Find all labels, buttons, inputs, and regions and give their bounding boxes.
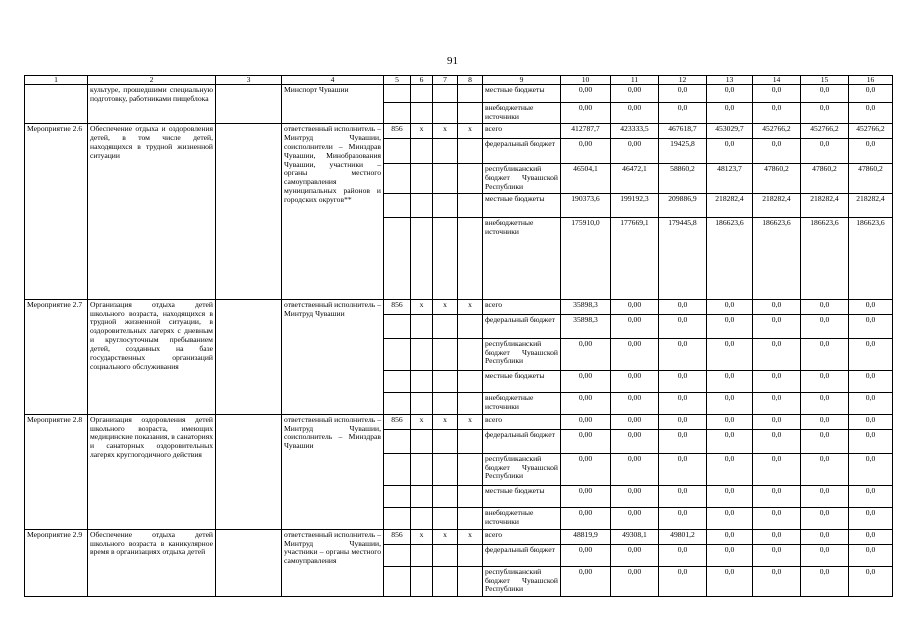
funding-source: внебюджетные источники <box>483 507 561 529</box>
funding-value: 0,00 <box>611 314 659 338</box>
funding-value: 0,0 <box>801 103 849 124</box>
measure-description: Организация оздоровления детей школьного возраста, имеющих медицинские показания, в санаториях и санаторных оздоровительных лагерях круглогодичного действия <box>88 414 216 529</box>
budget-code-cell: x <box>458 414 483 429</box>
funding-value: 0,0 <box>849 103 893 124</box>
measure-description: Организация отдыха детей школьного возраста, находящихся в трудной жизненной ситуации, в оздоровительных лагерях с дневным и круглосуточным пребыванием детей, созданных на базе государственных организаций социального обслуживания <box>88 299 216 414</box>
budget-code-cell <box>384 507 411 529</box>
funding-value: 0,00 <box>561 453 611 485</box>
funding-value: 0,00 <box>611 507 659 529</box>
budget-code-cell <box>433 139 458 164</box>
table-row <box>25 414 893 429</box>
funding-source: федеральный бюджет <box>483 139 561 164</box>
funding-value: 0,0 <box>753 566 801 596</box>
funding-value: 0,0 <box>849 139 893 164</box>
funding-value: 199192,3 <box>611 193 659 217</box>
funding-value: 0,00 <box>611 453 659 485</box>
funding-source: внебюджетные источники <box>483 392 561 414</box>
column-number-header: 11 <box>611 76 659 85</box>
budget-code-cell: x <box>433 529 458 544</box>
budget-code-cell <box>384 370 411 392</box>
budget-code-cell: x <box>411 414 433 429</box>
funding-source: федеральный бюджет <box>483 314 561 338</box>
funding-source: республиканский бюджет Чувашской Республики <box>483 566 561 596</box>
funding-value: 0,0 <box>849 314 893 338</box>
budget-code-cell <box>458 314 483 338</box>
budget-table <box>24 75 893 597</box>
funding-value: 0,0 <box>707 529 753 544</box>
funding-value: 218282,4 <box>849 193 893 217</box>
budget-code-cell: x <box>433 414 458 429</box>
budget-code-cell <box>433 164 458 194</box>
budget-code-cell <box>433 507 458 529</box>
budget-code-cell: x <box>411 124 433 139</box>
budget-code-cell <box>458 429 483 453</box>
funding-value: 0,00 <box>611 429 659 453</box>
responsible-executor: ответственный исполнитель – Минтруд Чувашии, участники – органы местного самоуправления <box>282 529 384 596</box>
column-number-header: 15 <box>801 76 849 85</box>
budget-code-cell <box>433 338 458 370</box>
budget-code-cell <box>411 429 433 453</box>
funding-value: 0,0 <box>707 507 753 529</box>
column-number-header: 3 <box>216 76 282 85</box>
budget-code-cell <box>411 566 433 596</box>
table-row <box>25 529 893 544</box>
budget-code-cell <box>433 429 458 453</box>
column-number-header: 7 <box>433 76 458 85</box>
empty-cell <box>216 414 282 529</box>
budget-code-cell: 856 <box>384 299 411 314</box>
budget-code-cell <box>384 429 411 453</box>
empty-cell <box>216 85 282 124</box>
funding-value: 0,00 <box>561 338 611 370</box>
budget-code-cell: x <box>411 529 433 544</box>
funding-value: 175910,0 <box>561 217 611 299</box>
funding-value: 452766,2 <box>801 124 849 139</box>
budget-code-cell <box>384 453 411 485</box>
budget-code-cell <box>433 392 458 414</box>
budget-code-cell <box>384 314 411 338</box>
funding-value: 58860,2 <box>659 164 707 194</box>
funding-value: 0,0 <box>753 544 801 566</box>
funding-value: 0,0 <box>707 103 753 124</box>
funding-value: 0,0 <box>801 453 849 485</box>
budget-code-cell <box>384 544 411 566</box>
budget-code-cell <box>433 566 458 596</box>
column-number-header: 13 <box>707 76 753 85</box>
budget-code-cell <box>458 544 483 566</box>
funding-value: 0,0 <box>659 85 707 103</box>
funding-value: 0,0 <box>707 370 753 392</box>
column-number-row <box>25 76 893 85</box>
column-number-header: 8 <box>458 76 483 85</box>
funding-value: 0,00 <box>561 429 611 453</box>
funding-value: 49801,2 <box>659 529 707 544</box>
budget-code-cell <box>458 85 483 103</box>
budget-code-cell <box>433 193 458 217</box>
funding-value: 0,0 <box>849 338 893 370</box>
funding-value: 0,0 <box>801 429 849 453</box>
funding-value: 453029,7 <box>707 124 753 139</box>
budget-code-cell <box>411 164 433 194</box>
budget-code-cell <box>384 338 411 370</box>
budget-code-cell <box>458 338 483 370</box>
responsible-executor: ответственный исполнитель – Минтруд Чувашии, соисполнитель – Минздрав Чувашии <box>282 414 384 529</box>
page-number: 91 <box>447 55 458 67</box>
funding-value: 0,0 <box>753 299 801 314</box>
funding-value: 0,0 <box>753 370 801 392</box>
funding-value: 35898,3 <box>561 299 611 314</box>
funding-value: 0,0 <box>659 392 707 414</box>
funding-value: 423333,5 <box>611 124 659 139</box>
funding-value: 0,0 <box>801 139 849 164</box>
funding-value: 0,0 <box>849 392 893 414</box>
funding-value: 190373,6 <box>561 193 611 217</box>
budget-code-cell <box>411 453 433 485</box>
funding-value: 35898,3 <box>561 314 611 338</box>
table-row <box>25 124 893 139</box>
budget-code-cell <box>433 544 458 566</box>
funding-value: 0,00 <box>561 507 611 529</box>
funding-value: 0,0 <box>659 370 707 392</box>
budget-code-cell <box>458 392 483 414</box>
empty-cell <box>216 299 282 414</box>
funding-value: 0,0 <box>659 485 707 507</box>
budget-code-cell <box>411 103 433 124</box>
funding-value: 0,0 <box>753 338 801 370</box>
budget-code-cell <box>433 370 458 392</box>
funding-value: 19425,8 <box>659 139 707 164</box>
funding-value: 218282,4 <box>801 193 849 217</box>
funding-value: 0,0 <box>753 103 801 124</box>
funding-value: 0,0 <box>849 485 893 507</box>
funding-value: 0,00 <box>611 566 659 596</box>
funding-value: 0,0 <box>753 507 801 529</box>
funding-value: 0,0 <box>753 85 801 103</box>
funding-value: 0,0 <box>707 392 753 414</box>
funding-source: всего <box>483 414 561 429</box>
column-number-header: 6 <box>411 76 433 85</box>
funding-value: 0,00 <box>561 485 611 507</box>
funding-value: 0,0 <box>659 299 707 314</box>
funding-value: 0,0 <box>849 566 893 596</box>
budget-code-cell <box>384 392 411 414</box>
budget-code-cell <box>411 392 433 414</box>
funding-value: 412787,7 <box>561 124 611 139</box>
funding-source: республиканский бюджет Чувашской Республики <box>483 453 561 485</box>
funding-value: 0,0 <box>753 453 801 485</box>
funding-value: 177669,1 <box>611 217 659 299</box>
funding-source: местные бюджеты <box>483 193 561 217</box>
funding-value: 0,0 <box>753 485 801 507</box>
funding-value: 0,0 <box>801 544 849 566</box>
funding-value: 0,00 <box>561 566 611 596</box>
funding-source: внебюджетные источники <box>483 217 561 299</box>
measure-number: Мероприятие 2.9 <box>25 529 88 596</box>
funding-value: 48819,9 <box>561 529 611 544</box>
funding-value: 0,00 <box>611 485 659 507</box>
funding-value: 0,0 <box>849 529 893 544</box>
table-row <box>25 85 893 103</box>
budget-code-cell <box>458 485 483 507</box>
responsible-executor: Минспорт Чувашии <box>282 85 384 124</box>
funding-value: 0,0 <box>659 566 707 596</box>
budget-code-cell <box>411 193 433 217</box>
funding-source: всего <box>483 299 561 314</box>
funding-value: 0,00 <box>611 139 659 164</box>
funding-value: 0,0 <box>753 529 801 544</box>
funding-value: 0,0 <box>707 453 753 485</box>
budget-code-cell <box>384 485 411 507</box>
funding-value: 0,00 <box>611 370 659 392</box>
funding-source: местные бюджеты <box>483 485 561 507</box>
budget-code-cell <box>433 85 458 103</box>
column-number-header: 10 <box>561 76 611 85</box>
funding-value: 0,0 <box>801 299 849 314</box>
empty-cell <box>216 529 282 596</box>
budget-code-cell <box>411 338 433 370</box>
measure-number: Мероприятие 2.7 <box>25 299 88 414</box>
budget-code-cell <box>384 103 411 124</box>
column-number-header: 4 <box>282 76 384 85</box>
measure-number: Мероприятие 2.6 <box>25 124 88 300</box>
funding-value: 0,0 <box>801 338 849 370</box>
funding-value: 452766,2 <box>753 124 801 139</box>
responsible-executor: ответственный исполнитель – Минтруд Чувашии <box>282 299 384 414</box>
funding-value: 0,0 <box>659 103 707 124</box>
funding-value: 0,0 <box>707 85 753 103</box>
funding-value: 0,0 <box>753 314 801 338</box>
funding-value: 0,0 <box>801 529 849 544</box>
funding-value: 0,00 <box>611 299 659 314</box>
funding-value: 0,0 <box>849 429 893 453</box>
funding-value: 46472,1 <box>611 164 659 194</box>
funding-value: 186623,6 <box>753 217 801 299</box>
funding-value: 0,0 <box>753 392 801 414</box>
budget-code-cell: 856 <box>384 529 411 544</box>
funding-value: 0,00 <box>611 544 659 566</box>
funding-value: 0,0 <box>707 338 753 370</box>
budget-code-cell <box>433 453 458 485</box>
funding-value: 186623,6 <box>801 217 849 299</box>
funding-source: внебюджетные источники <box>483 103 561 124</box>
funding-value: 0,00 <box>611 392 659 414</box>
budget-code-cell: x <box>458 529 483 544</box>
measure-description: культуре, прошедшими специальную подготовку, работниками пищеблока <box>88 85 216 124</box>
budget-code-cell <box>458 103 483 124</box>
budget-code-cell <box>384 139 411 164</box>
funding-value: 0,0 <box>849 370 893 392</box>
funding-source: республиканский бюджет Чувашской Республики <box>483 338 561 370</box>
funding-value: 186623,6 <box>849 217 893 299</box>
funding-value: 48123,7 <box>707 164 753 194</box>
column-number-header: 14 <box>753 76 801 85</box>
funding-value: 47860,2 <box>801 164 849 194</box>
budget-code-cell <box>384 193 411 217</box>
budget-code-cell <box>411 485 433 507</box>
funding-value: 0,0 <box>659 507 707 529</box>
funding-source: всего <box>483 124 561 139</box>
budget-code-cell <box>458 370 483 392</box>
funding-value: 0,0 <box>707 429 753 453</box>
budget-code-cell: x <box>458 299 483 314</box>
budget-code-cell <box>411 507 433 529</box>
funding-source: федеральный бюджет <box>483 544 561 566</box>
funding-value: 0,0 <box>659 338 707 370</box>
funding-value: 0,0 <box>801 566 849 596</box>
funding-value: 49308,1 <box>611 529 659 544</box>
table-row <box>25 299 893 314</box>
funding-value: 452766,2 <box>849 124 893 139</box>
funding-value: 0,00 <box>561 139 611 164</box>
funding-value: 0,00 <box>611 103 659 124</box>
funding-source: всего <box>483 529 561 544</box>
budget-code-cell <box>458 507 483 529</box>
funding-value: 46504,1 <box>561 164 611 194</box>
funding-value: 0,0 <box>659 414 707 429</box>
budget-code-cell: 856 <box>384 414 411 429</box>
budget-code-cell <box>433 485 458 507</box>
funding-value: 0,0 <box>801 370 849 392</box>
funding-value: 179445,8 <box>659 217 707 299</box>
funding-value: 0,0 <box>753 139 801 164</box>
budget-code-cell: x <box>433 299 458 314</box>
funding-value: 0,0 <box>659 429 707 453</box>
funding-value: 0,00 <box>561 103 611 124</box>
budget-code-cell <box>433 217 458 299</box>
funding-value: 0,0 <box>707 485 753 507</box>
funding-value: 47860,2 <box>753 164 801 194</box>
funding-value: 0,0 <box>849 453 893 485</box>
funding-source: федеральный бюджет <box>483 429 561 453</box>
budget-code-cell <box>411 217 433 299</box>
funding-value: 0,00 <box>561 85 611 103</box>
budget-code-cell <box>433 103 458 124</box>
budget-code-cell <box>411 139 433 164</box>
measure-number: Мероприятие 2.8 <box>25 414 88 529</box>
column-number-header: 9 <box>483 76 561 85</box>
funding-value: 0,0 <box>659 544 707 566</box>
funding-value: 0,0 <box>707 299 753 314</box>
funding-value: 0,00 <box>561 414 611 429</box>
funding-value: 47860,2 <box>849 164 893 194</box>
column-number-header: 2 <box>88 76 216 85</box>
funding-value: 0,0 <box>801 392 849 414</box>
funding-value: 0,00 <box>561 370 611 392</box>
budget-code-cell <box>458 453 483 485</box>
funding-value: 0,0 <box>801 485 849 507</box>
funding-value: 0,0 <box>801 507 849 529</box>
budget-code-cell <box>458 193 483 217</box>
budget-code-cell: x <box>458 124 483 139</box>
table-body <box>25 76 893 597</box>
budget-code-cell <box>433 314 458 338</box>
budget-code-cell <box>458 217 483 299</box>
funding-source: республиканский бюджет Чувашской Республики <box>483 164 561 194</box>
budget-code-cell: 856 <box>384 124 411 139</box>
funding-value: 186623,6 <box>707 217 753 299</box>
funding-value: 0,0 <box>707 414 753 429</box>
funding-source: местные бюджеты <box>483 370 561 392</box>
column-number-header: 12 <box>659 76 707 85</box>
funding-value: 0,0 <box>707 566 753 596</box>
funding-value: 218282,4 <box>707 193 753 217</box>
measure-description: Обеспечение отдыха детей школьного возраста в каникулярное время в организациях отдыха детей <box>88 529 216 596</box>
measure-description: Обеспечение отдыха и оздоровления детей, в том числе детей, находящихся в трудной жизненной ситуации <box>88 124 216 300</box>
funding-value: 0,0 <box>801 314 849 338</box>
budget-code-cell <box>384 164 411 194</box>
budget-code-cell <box>458 566 483 596</box>
funding-value: 209886,9 <box>659 193 707 217</box>
measure-number <box>25 85 88 124</box>
budget-code-cell <box>411 370 433 392</box>
column-number-header: 16 <box>849 76 893 85</box>
funding-value: 0,0 <box>849 507 893 529</box>
funding-value: 0,00 <box>611 85 659 103</box>
funding-value: 0,0 <box>659 453 707 485</box>
budget-code-cell: x <box>411 299 433 314</box>
budget-code-cell: x <box>433 124 458 139</box>
funding-value: 0,00 <box>561 544 611 566</box>
budget-code-cell <box>384 85 411 103</box>
funding-value: 0,0 <box>849 299 893 314</box>
funding-value: 218282,4 <box>753 193 801 217</box>
funding-value: 0,0 <box>849 544 893 566</box>
funding-value: 0,00 <box>611 338 659 370</box>
funding-value: 0,0 <box>801 414 849 429</box>
funding-value: 0,0 <box>801 85 849 103</box>
funding-value: 0,0 <box>659 314 707 338</box>
funding-source: местные бюджеты <box>483 85 561 103</box>
budget-code-cell <box>384 217 411 299</box>
funding-value: 0,0 <box>753 429 801 453</box>
funding-value: 0,00 <box>561 392 611 414</box>
budget-code-cell <box>411 314 433 338</box>
funding-value: 0,0 <box>753 414 801 429</box>
funding-value: 0,0 <box>849 85 893 103</box>
column-number-header: 5 <box>384 76 411 85</box>
funding-value: 0,0 <box>707 314 753 338</box>
funding-value: 467618,7 <box>659 124 707 139</box>
funding-value: 0,0 <box>707 139 753 164</box>
budget-code-cell <box>411 544 433 566</box>
responsible-executor: ответственный исполнитель – Минтруд Чувашии, соисполнители – Минздрав Чувашии, Минобразования Чувашии, участники – органы местного самоуправления муниципальных районов и городских округов** <box>282 124 384 300</box>
funding-value: 0,00 <box>611 414 659 429</box>
budget-code-cell <box>458 139 483 164</box>
empty-cell <box>216 124 282 300</box>
funding-value: 0,0 <box>707 544 753 566</box>
budget-code-cell <box>458 164 483 194</box>
budget-code-cell <box>411 85 433 103</box>
column-number-header: 1 <box>25 76 88 85</box>
funding-value: 0,0 <box>849 414 893 429</box>
budget-code-cell <box>384 566 411 596</box>
